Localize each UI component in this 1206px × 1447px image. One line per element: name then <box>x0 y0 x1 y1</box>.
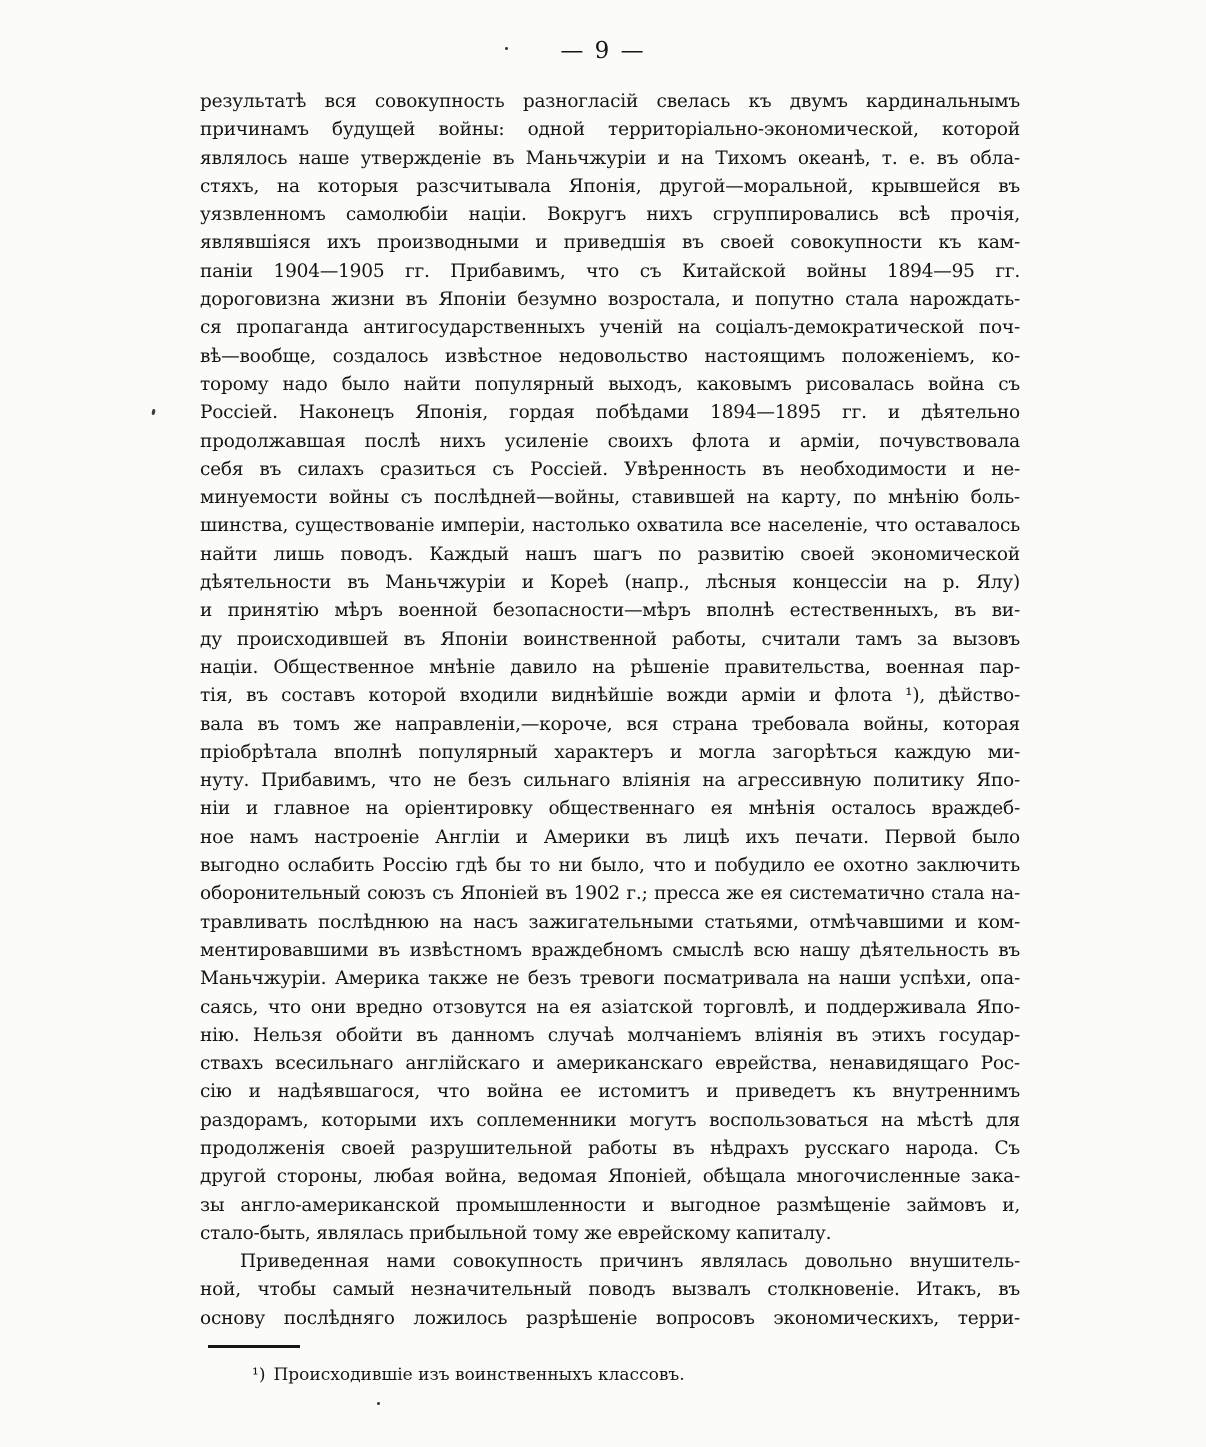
text-line: націи. Общественное мнѣніе давило на рѣшеніе правительства, военная пар- <box>200 656 1020 678</box>
text-line: вала въ томъ же направленіи,—короче, вся страна требовала войны, которая <box>200 713 1020 735</box>
text-line: вѣ—вообще, создалось извѣстное недовольство настоящимъ положеніемъ, ко- <box>200 345 1020 367</box>
text-line: ное намъ настроеніе Англіи и Америки въ лицѣ ихъ печати. Первой было <box>200 826 1020 848</box>
scan-speck <box>151 409 155 415</box>
text-line: зы англо-американской промышленности и выгодное размѣщеніе займовъ и, <box>200 1194 1020 1216</box>
text-line: ся пропаганда антигосударственныхъ ученій на соціалъ-демократической поч- <box>200 317 1020 339</box>
text-line: себя въ силахъ сразиться съ Россіей. Увѣренность въ необходимости и не- <box>200 458 1020 480</box>
text-line: и принятію мѣръ военной безопасности—мѣръ вполнѣ естественныхъ, въ ви- <box>200 600 1020 622</box>
text-line: пріобрѣтала вполнѣ популярный характеръ и могла загорѣться каждую ми- <box>200 741 1020 763</box>
text-line: торому надо было найти популярный выходъ, каковымъ рисовалась война съ <box>200 373 1020 395</box>
text-line: ствахъ всесильнаго англійскаго и американскаго еврейства, ненавидящаго Рос- <box>200 1053 1020 1075</box>
text-line: продолженія своей разрушительной работы въ нѣдрахъ русскаго народа. Съ <box>200 1137 1020 1159</box>
footnote-separator <box>208 1345 300 1348</box>
text-line: ду происходившей въ Японіи воинственной работы, считали тамъ за вызовъ <box>200 628 1020 650</box>
text-line: уязвленномъ самолюбіи націи. Вокругъ нихъ сгруппировались всѣ прочія, <box>200 204 1020 226</box>
text-line: травливать послѣднюю на насъ зажигательными статьями, отмѣчавшими и ком- <box>200 911 1020 933</box>
text-line: ментировавшими въ извѣстномъ враждебномъ смыслѣ всю нашу дѣятельность въ <box>200 939 1020 961</box>
text-line: дѣятельности въ Маньчжуріи и Кореѣ (напр., лѣсныя концессіи на р. Ялу) <box>200 572 1020 594</box>
text-line: Приведенная нами совокупность причинъ являлась довольно внушитель- <box>240 1251 1020 1273</box>
text-line: причинамъ будущей войны: одной территоріально-экономической, которой <box>200 119 1020 141</box>
page-number: — 9 — <box>560 38 646 64</box>
text-line: выгодно ослабить Россію гдѣ бы то ни было, что и побудило ее охотно заключить <box>200 855 1020 877</box>
text-line: шинства, существованіе имперіи, настолько охватила все населеніе, что оставалось <box>200 515 1020 537</box>
footnote-marker: ¹) <box>252 1365 266 1385</box>
text-line: саясь, что они вредно отзовутся на ея азіатской торговлѣ, и поддерживала Япо- <box>200 996 1020 1018</box>
text-line: сію и надѣявшагося, что война ее истомитъ и приведетъ къ внутреннимъ <box>200 1081 1020 1103</box>
text-line: другой стороны, любая война, ведомая Японіей, обѣщала многочисленные зака- <box>200 1166 1020 1188</box>
text-line: дороговизна жизни въ Японіи безумно возростала, и попутно стала нарождать- <box>200 289 1020 311</box>
text-line: стало-быть, являлась прибыльной тому же еврейскому капиталу. <box>200 1222 832 1244</box>
footnote <box>252 1362 992 1388</box>
text-line: стяхъ, на которыя разсчитывала Японія, другой—моральной, крывшейся въ <box>200 175 1020 197</box>
text-line: результатѣ вся совокупность разногласій свелась къ двумъ кардинальнымъ <box>200 91 1020 112</box>
text-line: Маньчжуріи. Америка также не безъ тревоги посматривала на наши успѣхи, опа- <box>200 968 1020 990</box>
text-line: раздорамъ, которыми ихъ соплеменники могутъ воспользоваться на мѣстѣ для <box>200 1109 1020 1131</box>
text-line: минуемости войны съ послѣдней—войны, ставившей на карту, по мнѣнію боль- <box>200 487 1020 509</box>
scan-speck <box>505 47 508 50</box>
text-line: являлось наше утвержденіе въ Маньчжуріи и на Тихомъ океанѣ, т. е. въ обла- <box>200 147 1020 169</box>
text-line: ной, чтобы самый незначительный поводъ вызвалъ столкновеніе. Итакъ, въ <box>200 1279 1020 1301</box>
text-line: основу послѣдняго ложилось разрѣшеніе вопросовъ экономическихъ, терри- <box>200 1307 1020 1329</box>
text-line: найти лишь поводъ. Каждый нашъ шагъ по развитію своей экономической <box>200 543 1020 565</box>
text-line: нуту. Прибавимъ, что не безъ сильнаго вліянія на агрессивную политику Япо- <box>200 770 1020 792</box>
text-line: тія, въ составъ которой входили виднѣйшіе вожди арміи и флота ¹), дѣйство- <box>200 685 1020 707</box>
body-text <box>200 88 1020 1333</box>
text-line: нію. Нельзя обойти въ данномъ случаѣ молчаніемъ вліянія въ этихъ государ- <box>200 1024 1020 1046</box>
text-line: оборонительный союзъ съ Японіей въ 1902 г.; пресса же ея систематично стала на- <box>200 883 1020 905</box>
footnote-text: Происходившіе изъ воинственныхъ классовъ. <box>273 1365 685 1385</box>
text-line: паніи 1904—1905 гг. Прибавимъ, что съ Китайской войны 1894—95 гг. <box>200 260 1020 282</box>
text-line: ніи и главное на оріентировку общественнаго ея мнѣнія осталось враждеб- <box>200 798 1020 820</box>
scan-speck <box>377 1402 380 1405</box>
text-line: Россіей. Наконецъ Японія, гордая побѣдами 1894—1895 гг. и дѣятельно <box>200 402 1020 424</box>
text-line: продолжавшая послѣ нихъ усиленіе своихъ флота и арміи, почувствовала <box>200 430 1020 452</box>
text-line: являвшіяся ихъ производными и приведшія въ своей совокупности къ кам- <box>200 232 1020 254</box>
